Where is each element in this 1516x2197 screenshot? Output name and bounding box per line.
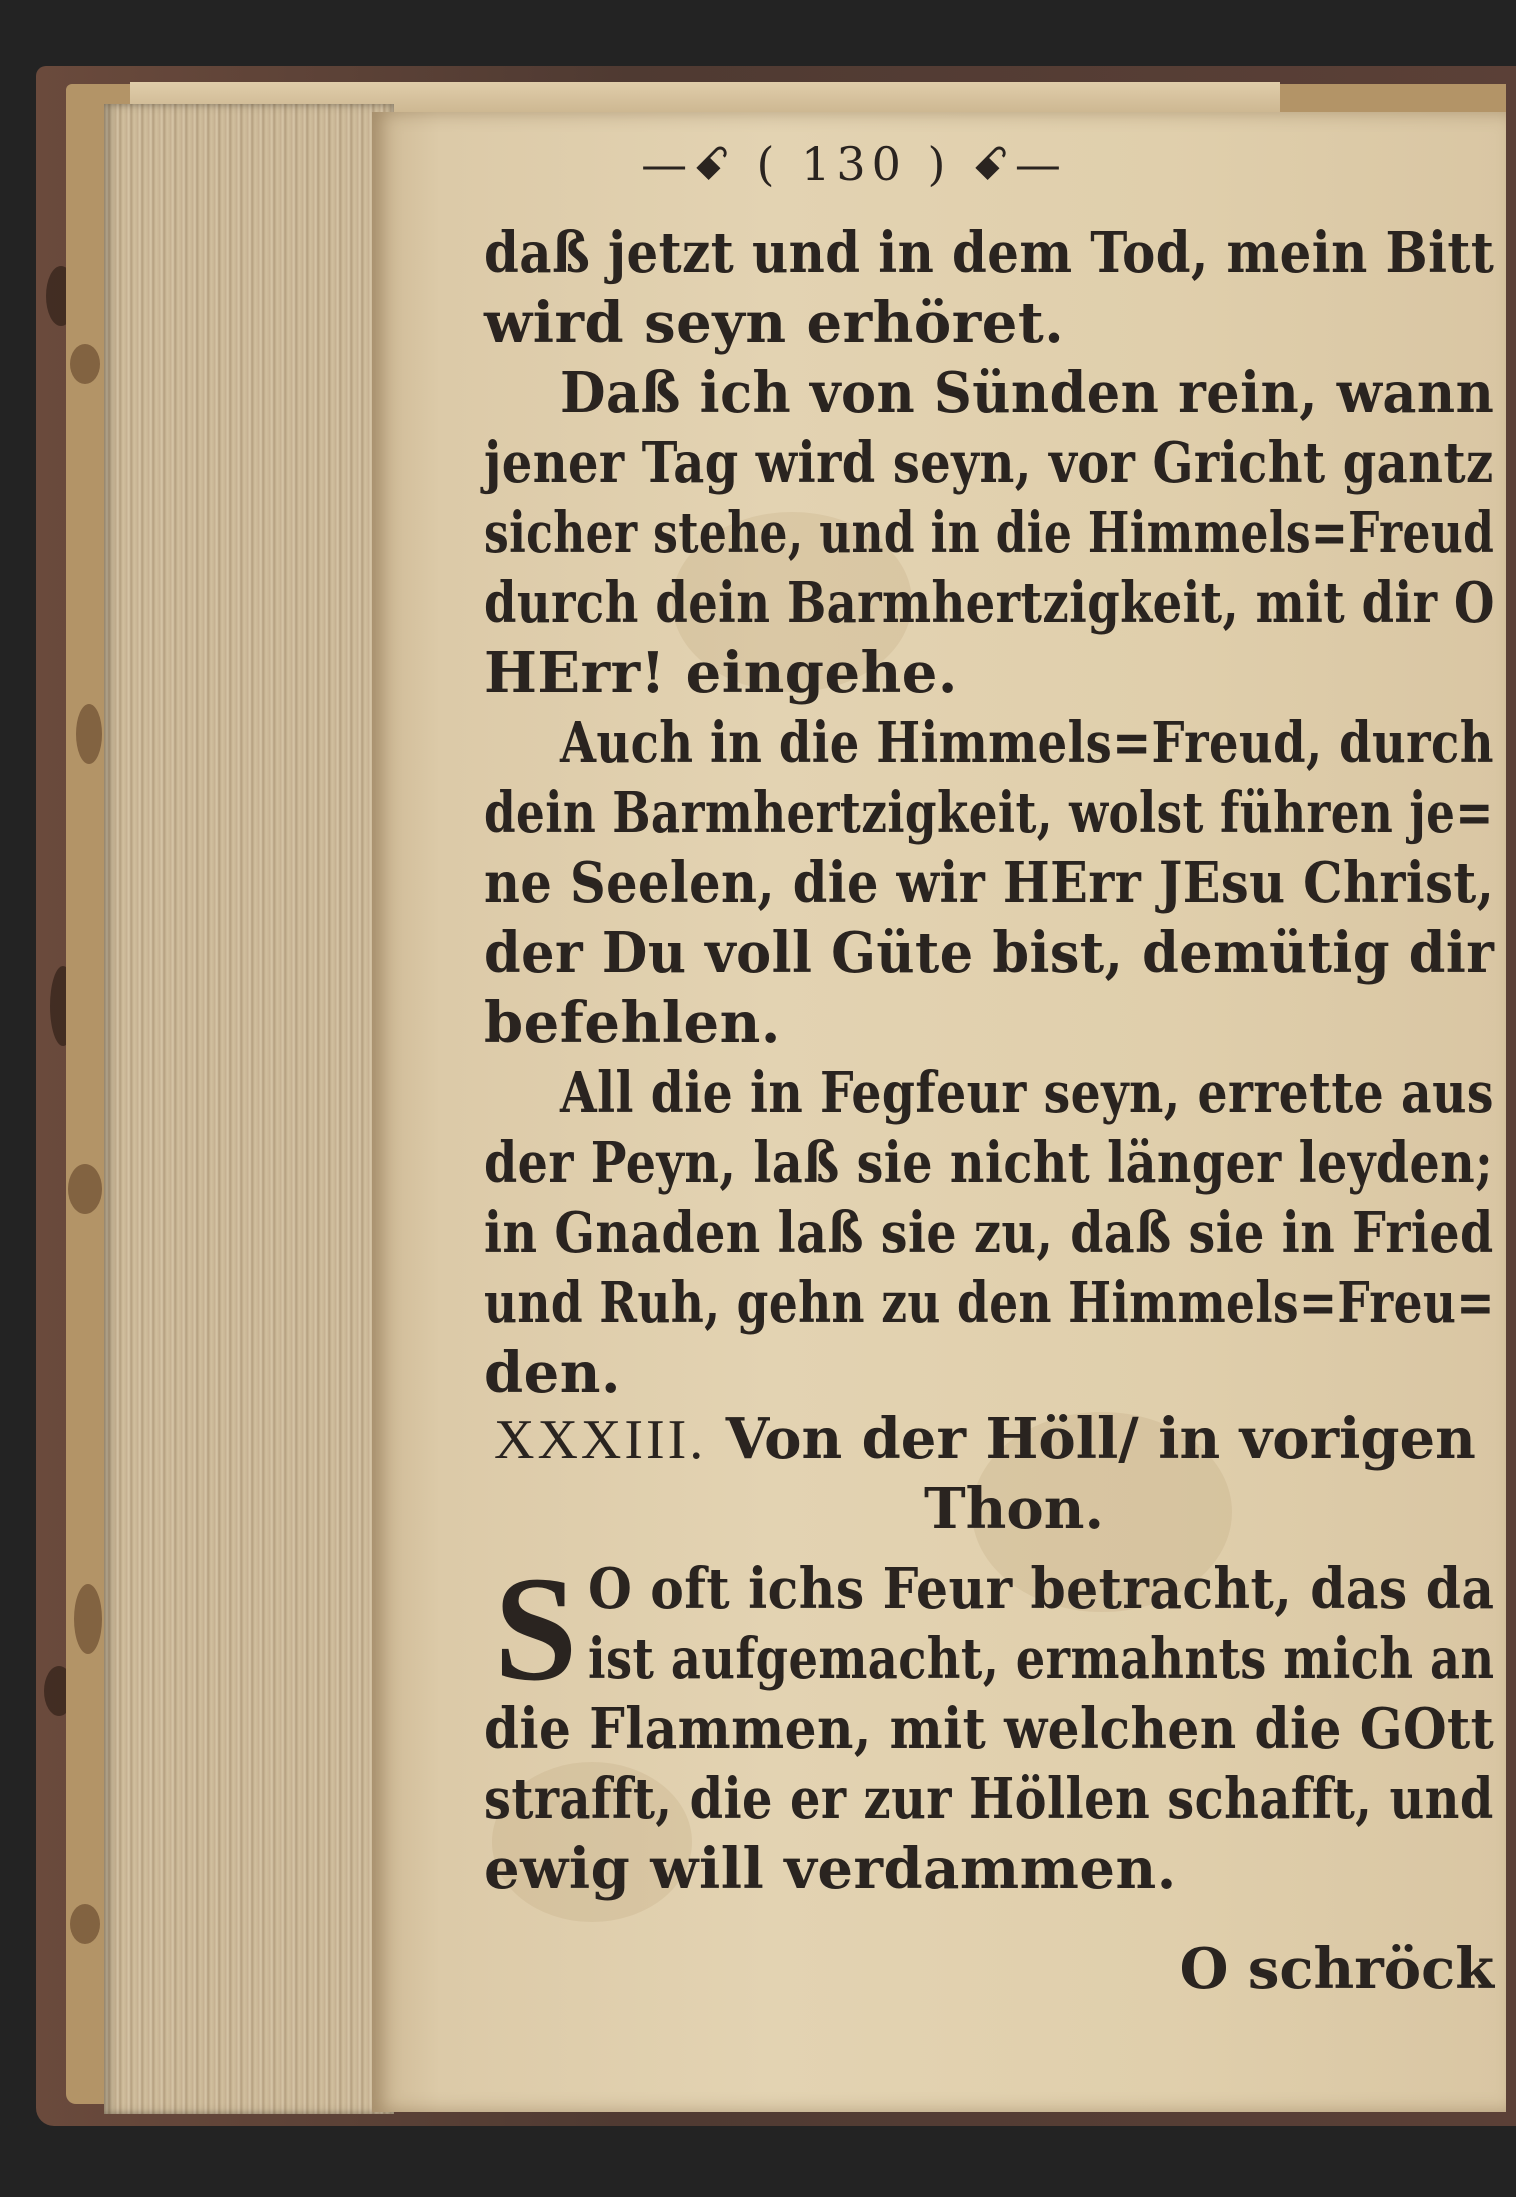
text-line: Auch in die Himmels=Freud, durch — [560, 710, 1494, 776]
text-line: der Peyn, laß sie nicht länger leyden; — [484, 1130, 1494, 1196]
text-line: sicher stehe, und in die Himmels=Freud — [484, 500, 1495, 566]
text-line: und Ruh, gehn zu den Himmels=Freu= — [484, 1270, 1495, 1336]
text-line: wird seyn erhöret. — [484, 290, 1065, 356]
header-ornament-right: ꗃ— — [972, 137, 1067, 191]
text-line: die Flammen, mit welchen die GOtt — [484, 1696, 1495, 1762]
text-line: ist aufgemacht, ermahnts mich an — [588, 1626, 1495, 1692]
text-line: O oft ichs Feur betracht, das da — [588, 1556, 1495, 1622]
header-ornament-left: —ꗃ — [641, 137, 736, 191]
section-title-cont: Thon. — [924, 1476, 1104, 1542]
section-number: XXXIII. — [494, 1409, 707, 1471]
text-line: ne Seelen, die wir HErr JEsu Christ, — [484, 850, 1495, 916]
text-line: jener Tag wird seyn, vor Gricht gantz — [484, 430, 1494, 496]
text-line: dein Barmhertzigkeit, wolst führen je= — [484, 780, 1494, 846]
section-title: Von der Höll/ in vorigen — [725, 1406, 1476, 1472]
page-fore-edge — [104, 104, 394, 2114]
page-number: ( 130 ) — [756, 137, 952, 191]
text-line: HErr! eingehe. — [484, 640, 958, 706]
section-heading — [494, 1404, 1476, 1475]
text-line: den. — [484, 1340, 621, 1406]
text-line: befehlen. — [484, 990, 781, 1056]
text-line: All die in Fegfeur seyn, errette aus — [560, 1060, 1494, 1126]
catchword: O schröck — [1179, 1936, 1494, 2002]
page-header — [484, 136, 1224, 192]
text-line: Daß ich von Sünden rein, wann — [560, 360, 1495, 426]
text-line: daß jetzt und in dem Tod, mein Bitt — [484, 220, 1495, 286]
text-line: der Du voll Güte bist, demütig dir — [484, 920, 1495, 986]
text-line: in Gnaden laß sie zu, daß sie in Fried — [484, 1200, 1494, 1266]
text-line: ewig will verdammen. — [484, 1836, 1177, 1902]
text-line: durch dein Barmhertzigkeit, mit dir O — [484, 570, 1495, 636]
drop-initial: S — [494, 1546, 578, 1712]
text-line: strafft, die er zur Höllen schafft, und — [484, 1766, 1494, 1832]
